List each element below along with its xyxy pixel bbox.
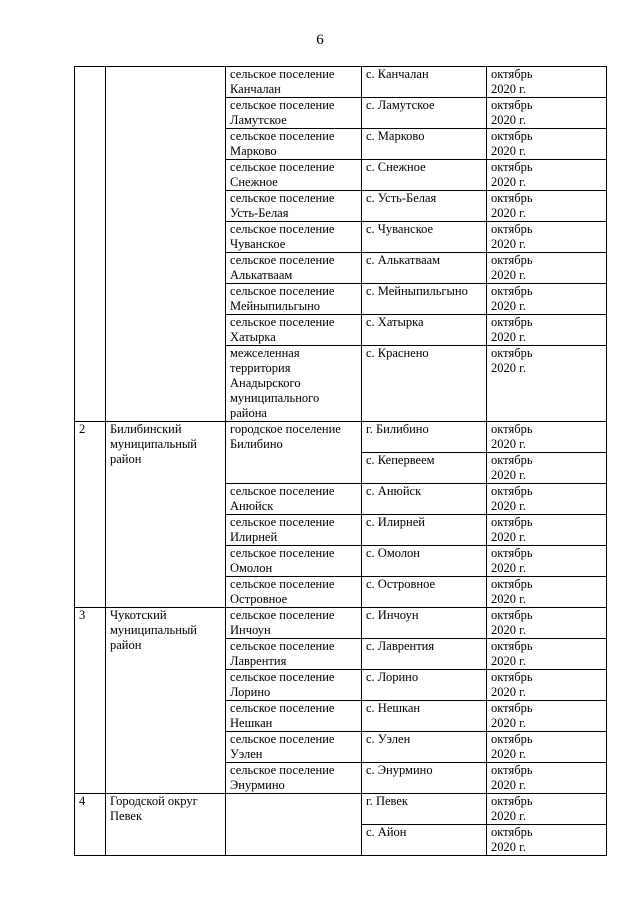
locality-cell: с. Канчалан xyxy=(362,67,487,98)
locality-cell: с. Нешкан xyxy=(362,701,487,732)
settlements-table xyxy=(74,66,607,856)
settlement-cell: сельское поселение Ламутское xyxy=(226,98,362,129)
locality-cell: с. Снежное xyxy=(362,160,487,191)
page-number: 6 xyxy=(316,32,324,48)
locality-cell: с. Энурмино xyxy=(362,763,487,794)
settlement-cell: сельское поселение Снежное xyxy=(226,160,362,191)
settlement-cell: сельское поселение Канчалан xyxy=(226,67,362,98)
date-cell: октябрь 2020 г. xyxy=(487,763,607,794)
locality-cell: с. Краснено xyxy=(362,346,487,422)
locality-cell: с. Марково xyxy=(362,129,487,160)
locality-cell: г. Билибино xyxy=(362,422,487,453)
settlement-cell: сельское поселение Лорино xyxy=(226,670,362,701)
table-row xyxy=(75,422,607,453)
settlement-cell: городское поселение Билибино xyxy=(226,422,362,484)
settlement-cell: сельское поселение Алькатваам xyxy=(226,253,362,284)
locality-cell: с. Инчоун xyxy=(362,608,487,639)
locality-cell: с. Хатырка xyxy=(362,315,487,346)
settlement-cell: сельское поселение Хатырка xyxy=(226,315,362,346)
date-cell: октябрь 2020 г. xyxy=(487,191,607,222)
settlement-cell: сельское поселение Омолон xyxy=(226,546,362,577)
settlement-cell: сельское поселение Илирней xyxy=(226,515,362,546)
date-cell: октябрь 2020 г. xyxy=(487,422,607,453)
locality-cell: с. Лорино xyxy=(362,670,487,701)
date-cell: октябрь 2020 г. xyxy=(487,222,607,253)
locality-cell: с. Усть-Белая xyxy=(362,191,487,222)
date-cell: октябрь 2020 г. xyxy=(487,253,607,284)
district-cell xyxy=(106,67,226,422)
settlement-cell: сельское поселение Марково xyxy=(226,129,362,160)
district-cell: Чукотский муниципальный район xyxy=(106,608,226,794)
settlement-cell: сельское поселение Нешкан xyxy=(226,701,362,732)
date-cell: октябрь 2020 г. xyxy=(487,98,607,129)
date-cell: октябрь 2020 г. xyxy=(487,160,607,191)
date-cell: октябрь 2020 г. xyxy=(487,732,607,763)
table-row xyxy=(75,608,607,639)
date-cell: октябрь 2020 г. xyxy=(487,453,607,484)
date-cell: октябрь 2020 г. xyxy=(487,484,607,515)
table-row xyxy=(75,67,607,98)
settlement-cell: сельское поселение Энурмино xyxy=(226,763,362,794)
locality-cell: с. Анюйск xyxy=(362,484,487,515)
date-cell: октябрь 2020 г. xyxy=(487,284,607,315)
settlement-cell: сельское поселение Островное xyxy=(226,577,362,608)
locality-cell: с. Островное xyxy=(362,577,487,608)
row-number-cell: 3 xyxy=(75,608,106,794)
date-cell: октябрь 2020 г. xyxy=(487,639,607,670)
date-cell: октябрь 2020 г. xyxy=(487,129,607,160)
locality-cell: с. Алькатваам xyxy=(362,253,487,284)
settlement-cell xyxy=(226,794,362,856)
date-cell: октябрь 2020 г. xyxy=(487,794,607,825)
date-cell: октябрь 2020 г. xyxy=(487,825,607,856)
settlement-cell: сельское поселение Инчоун xyxy=(226,608,362,639)
settlement-cell: сельское поселение Чуванское xyxy=(226,222,362,253)
district-cell: Билибинский муниципальный район xyxy=(106,422,226,608)
settlement-cell: сельское поселение Уэлен xyxy=(226,732,362,763)
locality-cell: с. Илирней xyxy=(362,515,487,546)
date-cell: октябрь 2020 г. xyxy=(487,515,607,546)
locality-cell: с. Омолон xyxy=(362,546,487,577)
settlement-cell: сельское поселение Мейныпильгыно xyxy=(226,284,362,315)
locality-cell: с. Чуванское xyxy=(362,222,487,253)
settlement-cell: межселенная территория Анадырского муниципального района xyxy=(226,346,362,422)
settlement-cell: сельское поселение Анюйск xyxy=(226,484,362,515)
date-cell: октябрь 2020 г. xyxy=(487,608,607,639)
locality-cell: г. Певек xyxy=(362,794,487,825)
date-cell: октябрь 2020 г. xyxy=(487,315,607,346)
row-number-cell: 2 xyxy=(75,422,106,608)
date-cell: октябрь 2020 г. xyxy=(487,701,607,732)
date-cell: октябрь 2020 г. xyxy=(487,67,607,98)
locality-cell: с. Ламутское xyxy=(362,98,487,129)
locality-cell: с. Мейныпильгыно xyxy=(362,284,487,315)
date-cell: октябрь 2020 г. xyxy=(487,546,607,577)
locality-cell: с. Уэлен xyxy=(362,732,487,763)
date-cell: октябрь 2020 г. xyxy=(487,670,607,701)
locality-cell: с. Лаврентия xyxy=(362,639,487,670)
settlement-cell: сельское поселение Лаврентия xyxy=(226,639,362,670)
locality-cell: с. Айон xyxy=(362,825,487,856)
row-number-cell xyxy=(75,67,106,422)
settlement-cell: сельское поселение Усть-Белая xyxy=(226,191,362,222)
table-row xyxy=(75,794,607,825)
date-cell: октябрь 2020 г. xyxy=(487,346,607,422)
district-cell: Городской округ Певек xyxy=(106,794,226,856)
row-number-cell: 4 xyxy=(75,794,106,856)
locality-cell: с. Кепервеем xyxy=(362,453,487,484)
date-cell: октябрь 2020 г. xyxy=(487,577,607,608)
